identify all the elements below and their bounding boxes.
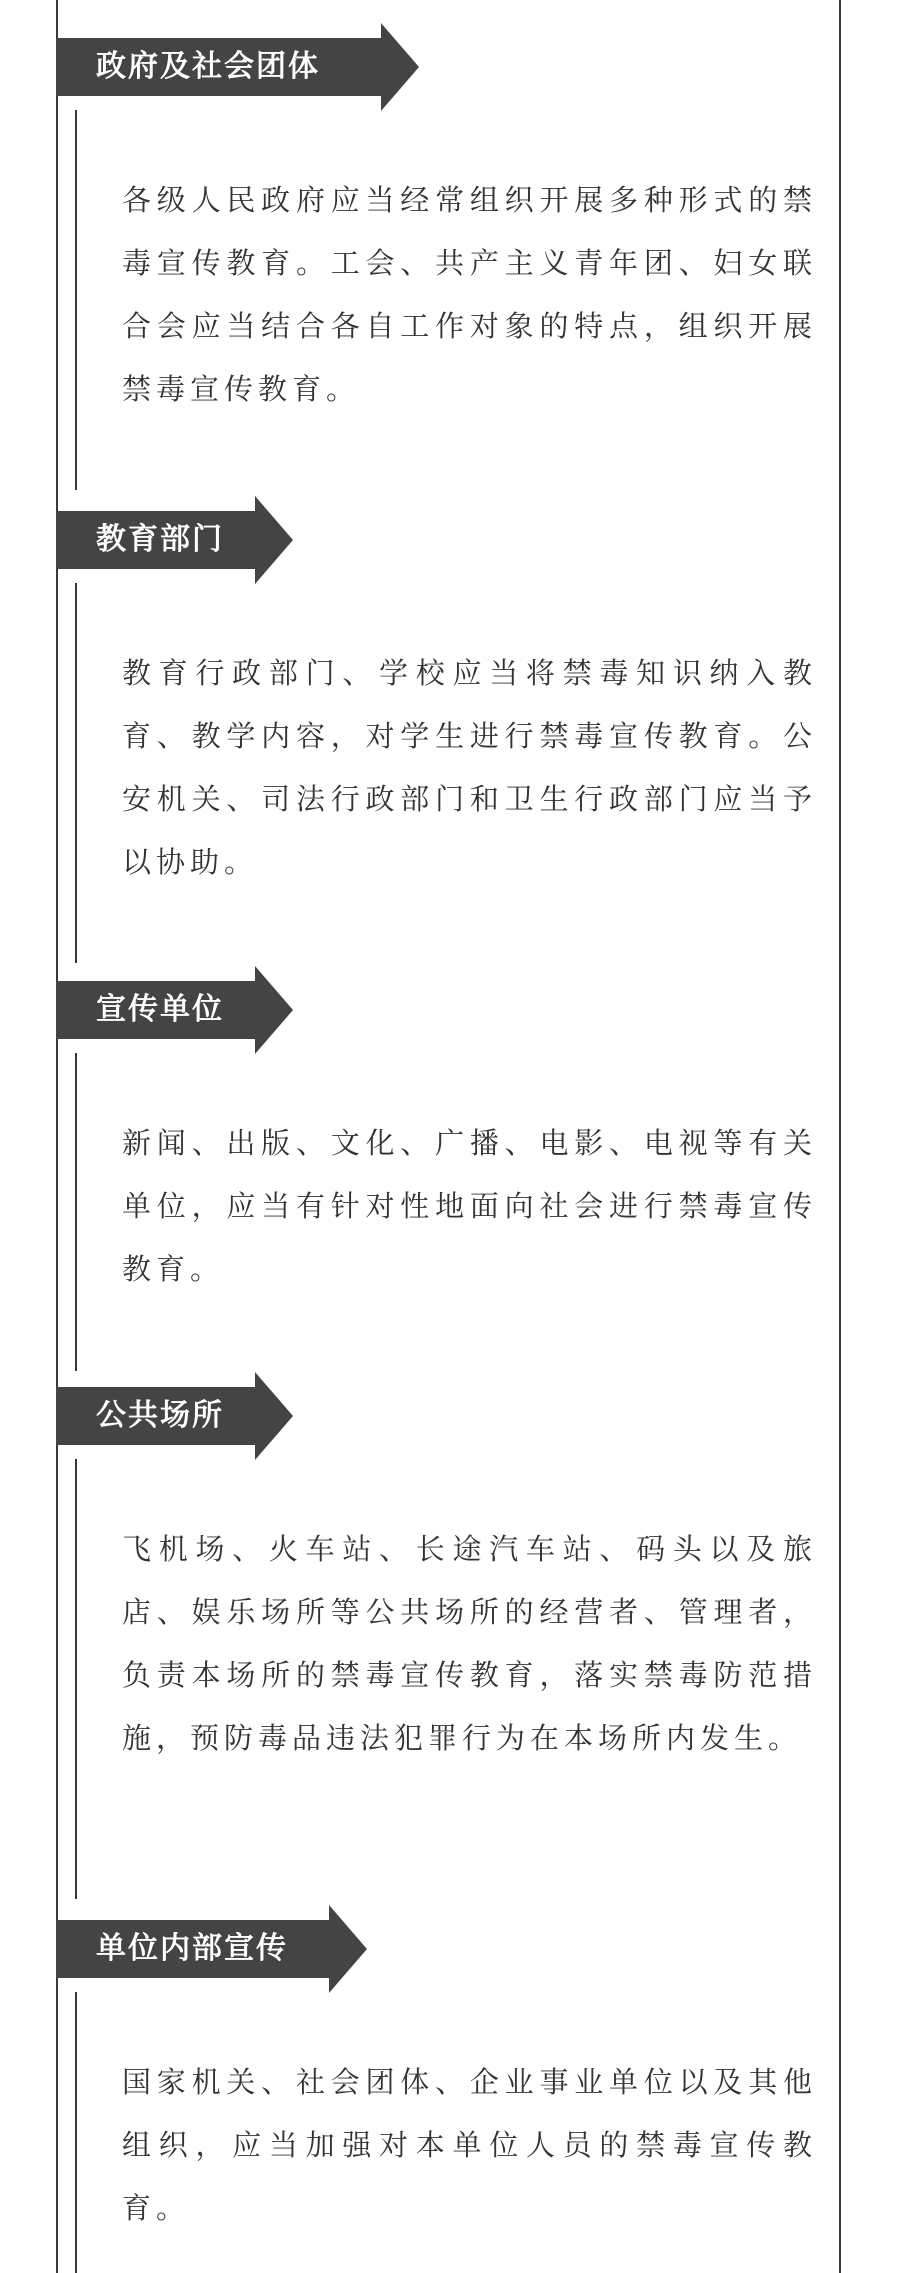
section-vertical-line (75, 110, 77, 490)
section-body-text: 国家机关、社会团体、企业事业单位以及其他组织，应当加强对本单位人员的禁毒宣传教育。 (122, 2065, 817, 2225)
section-title-tag (56, 511, 256, 569)
section-body-text: 新闻、出版、文化、广播、电影、电视等有关单位，应当有针对性地面向社会进行禁毒宣传教育。 (122, 1126, 817, 1286)
section-vertical-line (75, 1992, 77, 2273)
section-title: 公共场所 (96, 1398, 224, 1433)
section-vertical-line (75, 1053, 77, 1371)
section-title: 单位内部宣传 (96, 1931, 288, 1966)
section-title-tag (56, 38, 382, 96)
section-body-text: 飞机场、火车站、长途汽车站、码头以及旅店、娱乐场所等公共场所的经营者、管理者，负责本场所的禁毒宣传教育，落实禁毒防范措施，预防毒品违法犯罪行为在本场所内发生。 (122, 1532, 817, 1755)
section-vertical-line (75, 1459, 77, 1899)
section-title-tag (56, 1920, 330, 1978)
section-title: 政府及社会团体 (96, 49, 320, 84)
right-border-line (839, 0, 841, 2273)
section-title: 宣传单位 (96, 992, 224, 1027)
section-title: 教育部门 (96, 522, 224, 557)
section-title-tag (56, 981, 256, 1039)
section-body-text: 各级人民政府应当经常组织开展多种形式的禁毒宣传教育。工会、共产主义青年团、妇女联合会应当结合各自工作对象的特点，组织开展禁毒宣传教育。 (122, 183, 817, 406)
section-vertical-line (75, 583, 77, 963)
section-body-text: 教育行政部门、学校应当将禁毒知识纳入教育、教学内容，对学生进行禁毒宣传教育。公安机关、司法行政部门和卫生行政部门应当予以协助。 (122, 656, 817, 879)
section-title-tag (56, 1387, 256, 1445)
